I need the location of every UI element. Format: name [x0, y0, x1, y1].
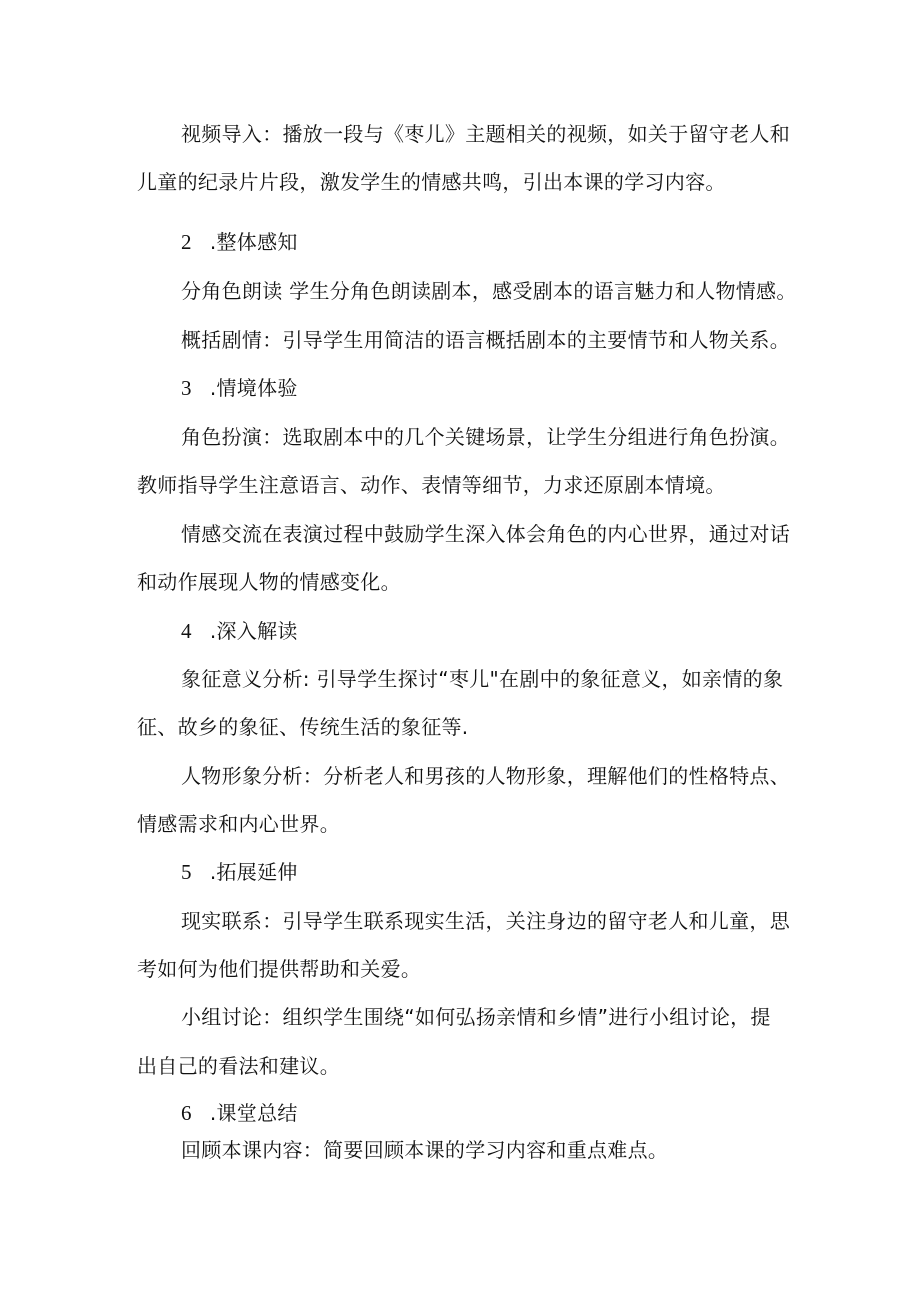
paragraph-line: 现实联系：引导学生联系现实生活，关注身边的留守老人和儿童，思 [181, 909, 790, 933]
section-number: 6 [181, 1101, 192, 1125]
paragraph-line: 教师指导学生注意语言、动作、表情等细节，力求还原剧本情境。 [137, 473, 726, 497]
paragraph-line: 分角色朗读 学生分角色朗读剧本，感受剧本的语言魅力和人物情感。 [181, 279, 797, 303]
section-number: 4 [181, 619, 192, 643]
section-heading [181, 1099, 298, 1127]
paragraph-line: 儿童的纪录片片段，激发学生的情感共鸣，引出本课的学习内容。 [137, 170, 726, 194]
section-title: .整体感知 [209, 230, 298, 254]
section-number: 5 [181, 860, 192, 884]
section-heading [181, 617, 298, 645]
paragraph-line: 征、故乡的象征、传统生活的象征等. [137, 715, 469, 739]
paragraph-line: 视频导入：播放一段与《枣儿》主题相关的视频，如关于留守老人和 [181, 122, 790, 146]
paragraph-line: 概括剧情：引导学生用简洁的语言概括剧本的主要情节和人物关系。 [181, 328, 790, 352]
paragraph-line: 情感需求和内心世界。 [137, 812, 340, 836]
paragraph-line: 出自己的看法和建议。 [137, 1054, 340, 1078]
paragraph-line: 象征意义分析: 引导学生探讨“枣儿"在剧中的象征意义，如亲情的象 [181, 667, 784, 691]
paragraph-line: 人物形象分析：分析老人和男孩的人物形象，理解他们的性格特点、 [181, 764, 790, 788]
section-heading [181, 374, 298, 402]
paragraph-line: 小组讨论：组织学生围绕“如何弘扬亲情和乡情”进行小组讨论，提 [181, 1005, 771, 1029]
paragraph-line: 情感交流在表演过程中鼓励学生深入体会角色的内心世界，通过对话 [181, 522, 790, 546]
section-title: .深入解读 [209, 619, 298, 643]
section-title: .拓展延伸 [209, 860, 298, 884]
paragraph-line: 角色扮演：选取剧本中的几个关键场景，让学生分组进行角色扮演。 [181, 425, 790, 449]
paragraph-line: 和动作展现人物的情感变化。 [137, 570, 401, 594]
section-heading [181, 228, 298, 256]
paragraph-line: 回顾本课内容：简要回顾本课的学习内容和重点难点。 [181, 1138, 669, 1162]
section-heading [181, 858, 298, 886]
section-title: .课堂总结 [209, 1101, 298, 1125]
section-number: 2 [181, 230, 192, 254]
section-title: .情境体验 [209, 376, 298, 400]
paragraph-line: 考如何为他们提供帮助和关爱。 [137, 957, 422, 981]
section-number: 3 [181, 376, 192, 400]
